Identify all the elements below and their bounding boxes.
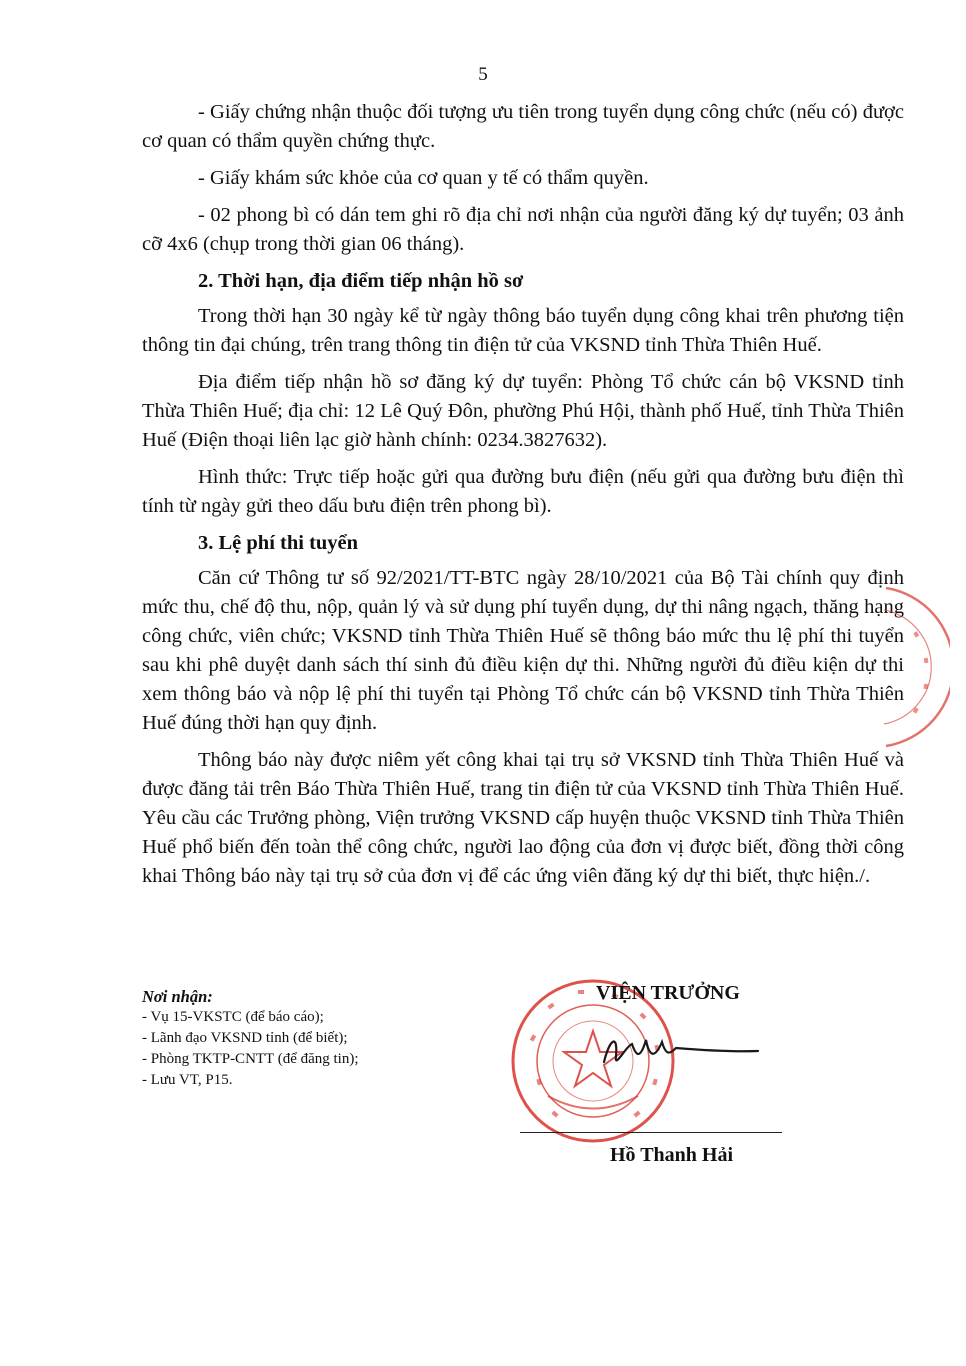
section-heading: 3. Lệ phí thi tuyển: [198, 532, 359, 554]
edge-seal-fragment-icon: [880, 582, 950, 752]
recipients-block: [142, 986, 472, 1091]
paragraph: - Giấy chứng nhận thuộc đối tượng ưu tiên trong tuyển dụng công chức (nếu có) được cơ quan có thẩm quyền chứng thực.: [142, 101, 904, 152]
list-item: - Lãnh đạo VKSND tỉnh (để biết);: [142, 1030, 348, 1046]
paragraph: Trong thời hạn 30 ngày kể từ ngày thông báo tuyển dụng công khai trên phương tiện thông tin đại chúng, trên trang thông tin điện tử của VKSND tỉnh Thừa Thiên Huế.: [142, 305, 904, 356]
signature-block: [500, 976, 830, 1176]
list-item: - Vụ 15-VKSTC (để báo cáo);: [142, 1009, 324, 1025]
paragraph: - Giấy khám sức khỏe của cơ quan y tế có thẩm quyền.: [198, 167, 649, 189]
signature-title: VIỆN TRƯỞNG: [596, 982, 740, 1004]
signer-name: Hồ Thanh Hải: [610, 1144, 734, 1166]
section-heading: 2. Thời hạn, địa điểm tiếp nhận hồ sơ: [198, 270, 524, 292]
page-number: 5: [478, 64, 488, 85]
signature-line: [520, 1132, 782, 1133]
paragraph: - 02 phong bì có dán tem ghi rõ địa chỉ nơi nhận của người đăng ký dự tuyển; 03 ảnh cỡ 4x6 (chụp trong thời gian 06 tháng).: [142, 204, 904, 255]
recipients-title: Nơi nhận:: [142, 987, 213, 1006]
list-item: - Lưu VT, P15.: [142, 1072, 233, 1088]
paragraph: Hình thức: Trực tiếp hoặc gửi qua đường bưu điện (nếu gửi qua đường bưu điện thì tính từ ngày gửi theo dấu bưu điện trên phong bì).: [142, 466, 904, 517]
paragraph: Căn cứ Thông tư số 92/2021/TT-BTC ngày 28/10/2021 của Bộ Tài chính quy định mức thu, chế độ thu, nộp, quản lý và sử dụng phí tuyển dụng, dự thi nâng ngạch, thăng hạng công chức, viên chức; VKSND tỉnh Thừa Thiên Huế sẽ thông báo mức thu lệ phí thi tuyển sau khi phê duyệt danh sách thí sinh đủ điều kiện dự thi. Những người đủ điều kiện dự thi xem thông báo và nộp lệ phí thi tuyển tại Phòng Tổ chức cán bộ VKSND tỉnh Thừa Thiên Huế đúng thời hạn quy định.: [142, 567, 904, 734]
handwritten-signature-icon: [600, 1026, 760, 1076]
list-item: - Phòng TKTP-CNTT (để đăng tin);: [142, 1051, 359, 1067]
recipients-list: [142, 1007, 472, 1091]
paragraph: Địa điểm tiếp nhận hồ sơ đăng ký dự tuyển: Phòng Tổ chức cán bộ VKSND tỉnh Thừa Thiên Huế; địa chỉ: 12 Lê Quý Đôn, phường Phú Hội, thành phố Huế, tỉnh Thừa Thiên Huế (Điện thoại liên lạc giờ hành chính: 0234.3827632).: [142, 371, 904, 451]
paragraph: Thông báo này được niêm yết công khai tại trụ sở VKSND tỉnh Thừa Thiên Huế và được đăng tải trên Báo Thừa Thiên Huế, trang tin điện tử của VKSND tỉnh Thừa Thiên Huế. Yêu cầu các Trưởng phòng, Viện trưởng VKSND cấp huyện thuộc VKSND tỉnh Thừa Thiên Huế phổ biến đến toàn thể công chức, người lao động của đơn vị được biết, đồng thời công khai Thông báo này tại trụ sở của đơn vị để các ứng viên đăng ký dự thi biết, thực hiện./.: [142, 749, 904, 887]
document-body: [142, 98, 904, 899]
